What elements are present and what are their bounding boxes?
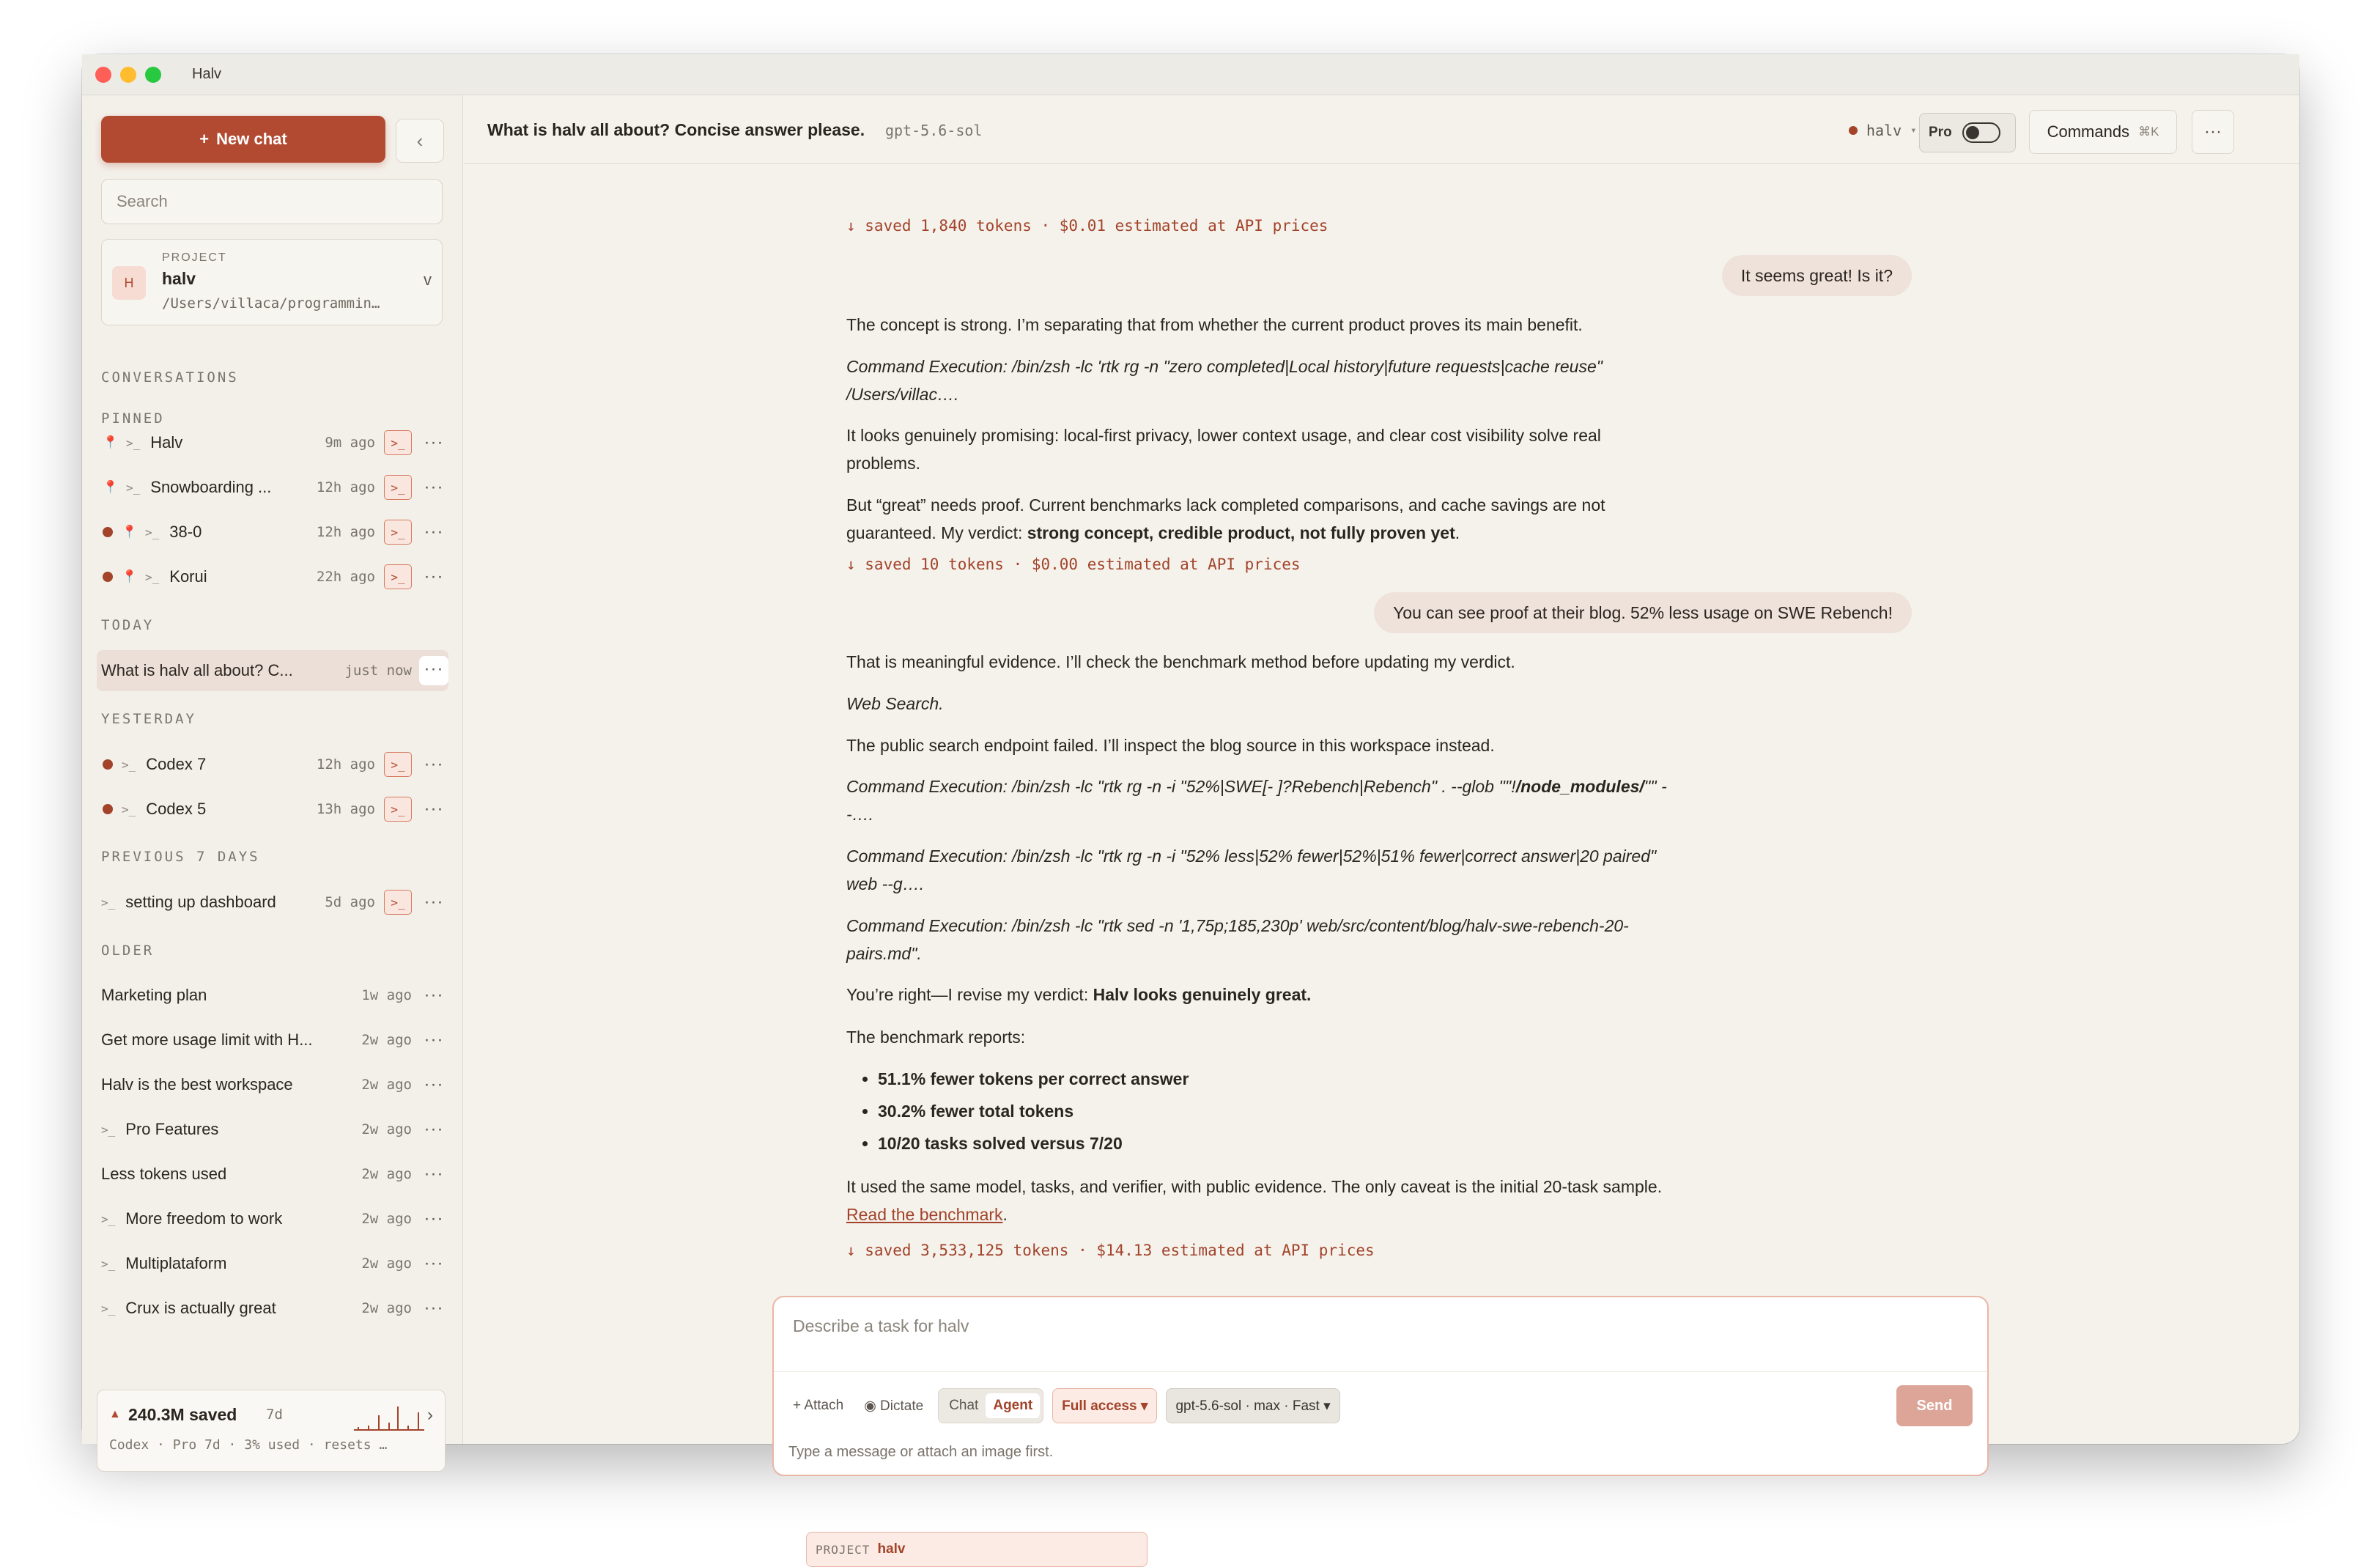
terminal-icon: >_ xyxy=(122,802,136,816)
verdict-end: . xyxy=(1455,523,1460,542)
conversation-title: What is halv all about? C... xyxy=(101,661,293,679)
command-execution xyxy=(846,353,1674,408)
conversation-item[interactable] xyxy=(97,1020,448,1061)
terminal-icon: >_ xyxy=(126,435,141,450)
older-heading: OLDER xyxy=(101,943,155,959)
conversation-title: Halv xyxy=(150,433,183,451)
project-chip-key: PROJECT xyxy=(816,1542,871,1557)
conversation-title: Pro Features xyxy=(125,1120,219,1138)
composer-placeholder: Describe a task for halv xyxy=(793,1316,969,1335)
more-options-icon[interactable]: ··· xyxy=(424,1164,444,1184)
plus-icon: + xyxy=(199,130,210,148)
new-chat-label: New chat xyxy=(216,130,287,148)
pin-icon: 📍 xyxy=(122,569,138,583)
command-text: Command Execution: /bin/zsh -lc "rtk sed -n '1,75p;185,230p' web/src/content/blog/halv-swe-rebench-20-pairs.md". xyxy=(846,916,1629,963)
command-text-bold: /node_modules/ xyxy=(1515,777,1644,796)
terminal-badge-icon[interactable]: >_ xyxy=(384,752,412,777)
conversations-heading: CONVERSATIONS xyxy=(101,369,239,386)
conversation-time: 12h ago xyxy=(316,756,375,773)
terminal-icon: >_ xyxy=(145,569,160,584)
chat-model: gpt-5.6-sol xyxy=(885,122,983,139)
commands-shortcut: ⌘K xyxy=(2138,125,2159,139)
message-composer[interactable] xyxy=(772,1296,1989,1557)
conversation-title: Korui xyxy=(169,567,207,586)
conversation-title: Halv is the best workspace xyxy=(101,1075,293,1094)
conversation-time: 9m ago xyxy=(325,435,375,451)
collapse-sidebar-button[interactable] xyxy=(396,119,444,163)
dictate-button[interactable]: ◉ Dictate xyxy=(864,1398,924,1414)
token-savings-note: ↓ saved 1,840 tokens · $0.01 estimated at API prices xyxy=(846,217,1328,235)
project-avatar: H xyxy=(112,266,146,300)
terminal-badge-icon[interactable]: >_ xyxy=(384,430,412,455)
project-path: /Users/villaca/programmin… xyxy=(162,295,380,311)
assistant-paragraph: It looks genuinely promising: local-first privacy, lower context usage, and clear cost visibility solve real problems. xyxy=(846,426,1601,473)
conversation-time: just now xyxy=(344,663,412,679)
terminal-icon: >_ xyxy=(101,1256,116,1271)
pin-icon: 📍 xyxy=(103,435,119,449)
unread-dot xyxy=(103,572,113,582)
terminal-badge-icon[interactable]: >_ xyxy=(384,475,412,500)
more-options-icon[interactable]: ··· xyxy=(424,1030,444,1050)
chat-header xyxy=(464,95,2299,164)
toggle-switch[interactable] xyxy=(1962,122,2000,143)
close-window-button[interactable] xyxy=(95,67,111,83)
previous-7-days-heading: PREVIOUS 7 DAYS xyxy=(101,849,260,865)
conversation-title: setting up dashboard xyxy=(125,893,276,911)
conversation-title: Snowboarding ... xyxy=(150,478,272,496)
sidebar xyxy=(82,95,463,1453)
more-options-icon: ··· xyxy=(2204,122,2222,141)
title-bar xyxy=(82,54,2299,95)
unread-dot xyxy=(103,759,113,770)
status-dot xyxy=(1849,126,1858,135)
token-savings-note: ↓ saved 3,533,125 tokens · $14.13 estimated at API prices xyxy=(846,1242,1375,1259)
conversation-item[interactable] xyxy=(97,882,448,923)
revise-bold: Halv looks genuinely great. xyxy=(1093,985,1312,1004)
conversation-item-active[interactable] xyxy=(97,650,448,691)
conversation-time: 12h ago xyxy=(316,479,375,495)
pin-icon: 📍 xyxy=(122,525,138,539)
terminal-badge-icon[interactable]: >_ xyxy=(384,520,412,545)
chat-transcript xyxy=(464,164,2299,1557)
usage-sparkline xyxy=(352,1401,426,1434)
pro-toggle[interactable] xyxy=(1919,113,2016,152)
terminal-icon: >_ xyxy=(101,1122,116,1137)
command-text: Command Execution: /bin/zsh -lc "rtk rg -n -i "52% less|52% fewer|52%|51% fewer|correct answer|20 paired" web --g…. xyxy=(846,847,1657,893)
conversation-item[interactable] xyxy=(97,1288,448,1329)
assistant-paragraph: The concept is strong. I’m separating that from whether the current product proves its main benefit. xyxy=(846,315,1583,334)
conversation-item[interactable] xyxy=(97,556,448,597)
project-indicator[interactable] xyxy=(1849,122,1917,139)
conversation-time: 1w ago xyxy=(361,987,412,1003)
conversation-time: 2w ago xyxy=(361,1256,412,1272)
conversation-item[interactable] xyxy=(97,1064,448,1105)
project-name: halv xyxy=(162,269,196,288)
more-options-icon[interactable]: ··· xyxy=(424,522,444,542)
more-options-icon[interactable]: ··· xyxy=(424,1074,444,1094)
terminal-badge-icon[interactable]: >_ xyxy=(384,564,412,589)
web-search-text: Web Search. xyxy=(846,694,944,713)
command-text: Command Execution: /bin/zsh -lc "rtk rg -n -i "52%|SWE[- ]?Rebench|Rebench" . --glob '"'! xyxy=(846,777,1516,796)
search-input[interactable] xyxy=(101,179,443,224)
terminal-badge-icon[interactable]: >_ xyxy=(384,797,412,822)
more-options-icon[interactable]: ··· xyxy=(424,1253,444,1273)
search-placeholder: Search xyxy=(117,192,168,210)
conversation-item[interactable] xyxy=(97,467,448,508)
list-item: • 30.2% fewer total tokens xyxy=(878,1095,1189,1127)
yesterday-heading: YESTERDAY xyxy=(101,711,196,727)
more-options-icon[interactable]: ··· xyxy=(424,1298,444,1318)
usage-period: 7d xyxy=(266,1406,283,1423)
conversation-item[interactable] xyxy=(97,744,448,785)
composer-hint: Type a message or attach an image first. xyxy=(788,1444,1054,1460)
conversation-title: Marketing plan xyxy=(101,986,207,1004)
app-window xyxy=(82,54,2299,1557)
conversation-item[interactable] xyxy=(97,512,448,553)
conversation-title: Less tokens used xyxy=(101,1165,227,1183)
chevron-down-icon: ▾ xyxy=(1910,125,1917,136)
user-message: You can see proof at their blog. 52% less usage on SWE Rebench! xyxy=(1374,592,1912,633)
tool-call-label xyxy=(846,690,1674,718)
conversation-title: 38-0 xyxy=(169,523,202,541)
conversation-item[interactable] xyxy=(97,422,448,463)
usage-amount: 240.3M saved xyxy=(128,1405,237,1424)
mode-chat-option[interactable]: Chat xyxy=(949,1398,979,1413)
list-item: • 51.1% fewer tokens per correct answer xyxy=(878,1063,1189,1095)
conversation-title: Codex 5 xyxy=(146,800,207,818)
token-savings-note: ↓ saved 10 tokens · $0.00 estimated at API prices xyxy=(846,556,1301,573)
composer-input[interactable] xyxy=(774,1297,1987,1372)
more-options-button[interactable] xyxy=(2192,110,2234,154)
unread-dot xyxy=(103,804,113,814)
project-kicker: PROJECT xyxy=(162,251,227,264)
conversation-item[interactable] xyxy=(97,1109,448,1150)
assistant-paragraph: That is meaningful evidence. I’ll check the benchmark method before updating my verdict. xyxy=(846,652,1515,671)
pin-icon: 📍 xyxy=(103,480,119,494)
minimize-window-button[interactable] xyxy=(120,67,136,83)
project-indicator-label: halv xyxy=(1866,122,1902,139)
chat-title: What is halv all about? Concise answer please. xyxy=(487,120,865,139)
terminal-icon: >_ xyxy=(101,1212,116,1226)
access-dropdown[interactable]: Full access ▾ xyxy=(1052,1388,1157,1423)
conversation-item[interactable] xyxy=(97,1243,448,1284)
conversation-time: 12h ago xyxy=(316,524,375,540)
project-chip-value: halv xyxy=(877,1541,906,1557)
send-button[interactable]: Send xyxy=(1896,1385,1973,1426)
command-text: Command Execution: /bin/zsh -lc 'rtk rg -n "zero completed|Local history|future requests|cache reuse" /Users/villac…. xyxy=(846,357,1603,404)
assistant-paragraph: The public search endpoint failed. I’ll inspect the blog source in this workspace instead. xyxy=(846,736,1495,755)
conversation-time: 2w ago xyxy=(361,1032,412,1048)
conversation-time: 22h ago xyxy=(316,569,375,585)
more-options-icon[interactable]: ··· xyxy=(424,1209,444,1228)
zoom-window-button[interactable] xyxy=(145,67,161,83)
user-message: It seems great! Is it? xyxy=(1722,255,1912,296)
more-options-icon[interactable]: ··· xyxy=(424,754,444,774)
pinned-heading: PINNED xyxy=(101,410,165,427)
conversation-item[interactable] xyxy=(97,789,448,830)
conversation-title: Crux is actually great xyxy=(125,1299,276,1317)
conversation-title: More freedom to work xyxy=(125,1209,283,1228)
usage-summary-card[interactable] xyxy=(97,1390,446,1472)
conversation-time: 2w ago xyxy=(361,1211,412,1227)
conversation-time: 2w ago xyxy=(361,1300,412,1316)
conversation-title: Multiplataform xyxy=(125,1254,227,1272)
benchmark-list xyxy=(871,1063,1189,1159)
terminal-icon: >_ xyxy=(126,480,141,495)
usage-details: Codex · Pro 7d · 3% used · resets … xyxy=(109,1437,388,1453)
triangle-up-icon: ▲ xyxy=(109,1408,121,1420)
caveat-end: . xyxy=(1002,1205,1008,1224)
conversation-time: 13h ago xyxy=(316,801,375,817)
read-benchmark-link[interactable]: Read the benchmark xyxy=(846,1205,1003,1224)
caveat-text: It used the same model, tasks, and verifier, with public evidence. The only caveat is the initial 20-task sample. xyxy=(846,1177,1663,1196)
assistant-paragraph xyxy=(846,1173,1674,1228)
chevron-left-icon: ‹ xyxy=(416,129,424,152)
window-title: Halv xyxy=(192,66,222,82)
more-options-icon[interactable]: ··· xyxy=(424,892,444,912)
more-options-icon[interactable]: ··· xyxy=(424,985,444,1005)
more-options-icon[interactable]: ··· xyxy=(419,656,448,685)
commands-button[interactable] xyxy=(2029,110,2177,154)
conversation-item[interactable] xyxy=(97,1154,448,1195)
conversation-item[interactable] xyxy=(97,1198,448,1239)
more-options-icon[interactable]: ··· xyxy=(424,1119,444,1139)
conversation-item[interactable] xyxy=(97,975,448,1016)
verdict-bold: strong concept, credible product, not fully proven yet xyxy=(1027,523,1455,542)
today-heading: TODAY xyxy=(101,617,155,633)
mode-agent-option[interactable]: Agent xyxy=(986,1393,1040,1418)
command-execution xyxy=(846,912,1674,967)
assistant-paragraph xyxy=(846,981,1674,1009)
conversation-time: 2w ago xyxy=(361,1166,412,1182)
chevron-right-icon: › xyxy=(427,1405,433,1425)
new-chat-button[interactable] xyxy=(101,116,385,163)
command-text-end: '"' --…. xyxy=(846,777,1667,824)
conversation-title: Get more usage limit with H... xyxy=(101,1030,313,1049)
mode-switch[interactable] xyxy=(938,1388,1043,1423)
more-options-icon[interactable]: ··· xyxy=(424,432,444,452)
terminal-icon: >_ xyxy=(101,895,116,910)
more-options-icon[interactable]: ··· xyxy=(424,799,444,819)
revise-text: You’re right—I revise my verdict: xyxy=(846,985,1093,1004)
conversation-time: 5d ago xyxy=(325,894,375,910)
project-chip[interactable] xyxy=(806,1532,1148,1567)
pro-label: Pro xyxy=(1929,125,1952,140)
unread-dot xyxy=(103,527,113,537)
terminal-badge-icon[interactable]: >_ xyxy=(384,890,412,915)
assistant-paragraph xyxy=(846,491,1674,547)
chevron-down-icon: v xyxy=(424,270,432,289)
terminal-icon: >_ xyxy=(122,757,136,772)
terminal-icon: >_ xyxy=(145,525,160,539)
conversation-time: 2w ago xyxy=(361,1077,412,1093)
attach-button[interactable]: + Attach xyxy=(793,1398,844,1413)
verdict-text: But “great” needs proof. Current benchmarks lack completed comparisons, and cache savings are not guaranteed. My verdict: xyxy=(846,495,1605,542)
terminal-icon: >_ xyxy=(101,1301,116,1316)
list-item: • 10/20 tasks solved versus 7/20 xyxy=(878,1127,1189,1159)
model-dropdown[interactable]: gpt-5.6-sol · max · Fast ▾ xyxy=(1166,1388,1339,1423)
more-options-icon[interactable]: ··· xyxy=(424,477,444,497)
project-selector[interactable] xyxy=(101,239,443,325)
command-execution xyxy=(846,773,1674,828)
conversation-title: Codex 7 xyxy=(146,755,207,773)
more-options-icon[interactable]: ··· xyxy=(424,567,444,586)
command-execution xyxy=(846,842,1674,898)
assistant-paragraph: The benchmark reports: xyxy=(846,1028,1026,1047)
conversation-time: 2w ago xyxy=(361,1121,412,1138)
commands-label: Commands xyxy=(2047,122,2130,141)
